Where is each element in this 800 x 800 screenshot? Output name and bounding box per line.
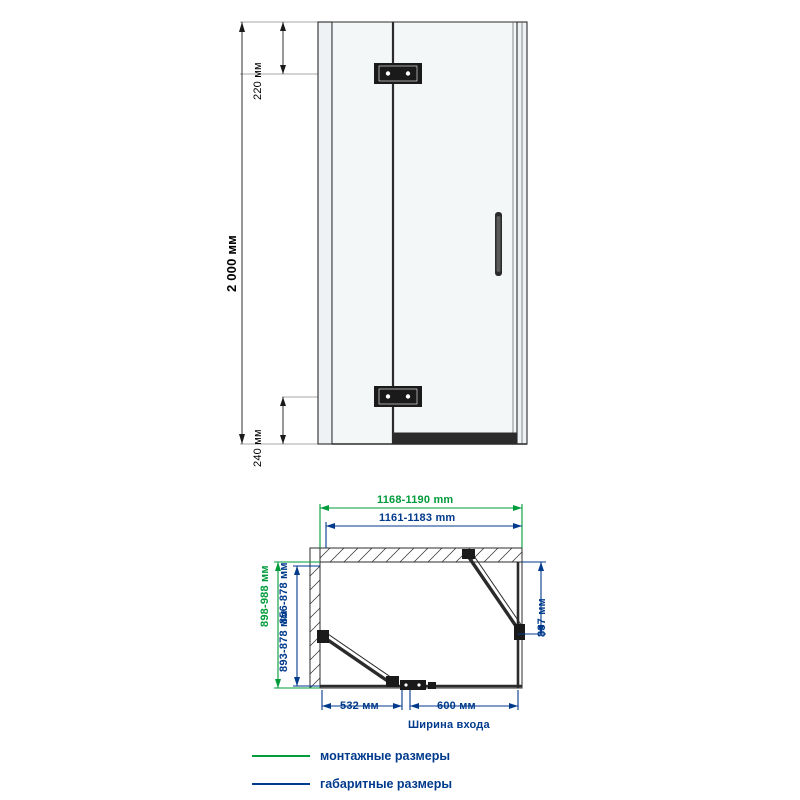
- elevation-fixed-glass: [332, 22, 517, 444]
- legend-label-overall: габаритные размеры: [320, 777, 453, 791]
- plan-left-bottom-label: 532 мм: [340, 700, 379, 712]
- plan-width-inner-label: 1161-1183 mm: [379, 512, 456, 524]
- legend-item-overall: [252, 777, 452, 791]
- plan-seal-detail: [400, 680, 436, 690]
- elevation-top-hinge: [374, 63, 422, 84]
- plan-view: [274, 504, 546, 710]
- plan-enclosure-outline: [320, 562, 522, 688]
- elevation-bottom-rail: [393, 433, 517, 444]
- plan-depth-inner2-label: 856-878 мм: [278, 562, 290, 624]
- legend-swatch-blue: [252, 783, 310, 785]
- plan-door-upper: [462, 549, 525, 640]
- plan-entrance-caption: Ширина входа: [408, 719, 490, 731]
- legend-item-mounting: [252, 749, 450, 763]
- plan-depth-inner-label: 893-878 мм: [278, 610, 290, 672]
- plan-right-depth-label: 837 мм: [536, 598, 548, 637]
- plan-door-lower: [317, 630, 399, 687]
- elevation-wall-profile: [318, 22, 332, 444]
- elevation-bottom-hinge: [374, 386, 422, 407]
- plan-wall-left: [310, 548, 320, 688]
- plan-entrance-label: 600 мм: [437, 700, 476, 712]
- elevation-view: [239, 22, 527, 444]
- elevation-dim-240-label: 240 мм: [252, 429, 264, 467]
- elevation-dim-220-label: 220 мм: [252, 62, 264, 100]
- legend-swatch-green: [252, 755, 310, 757]
- elevation-dim-total-label: 2 000 мм: [224, 235, 239, 292]
- legend-label-mounting: монтажные размеры: [320, 749, 451, 763]
- plan-width-outer-label: 1168-1190 mm: [377, 494, 454, 506]
- elevation-door-handle: [495, 212, 502, 276]
- plan-depth-outer-label: 898-988 мм: [259, 565, 271, 627]
